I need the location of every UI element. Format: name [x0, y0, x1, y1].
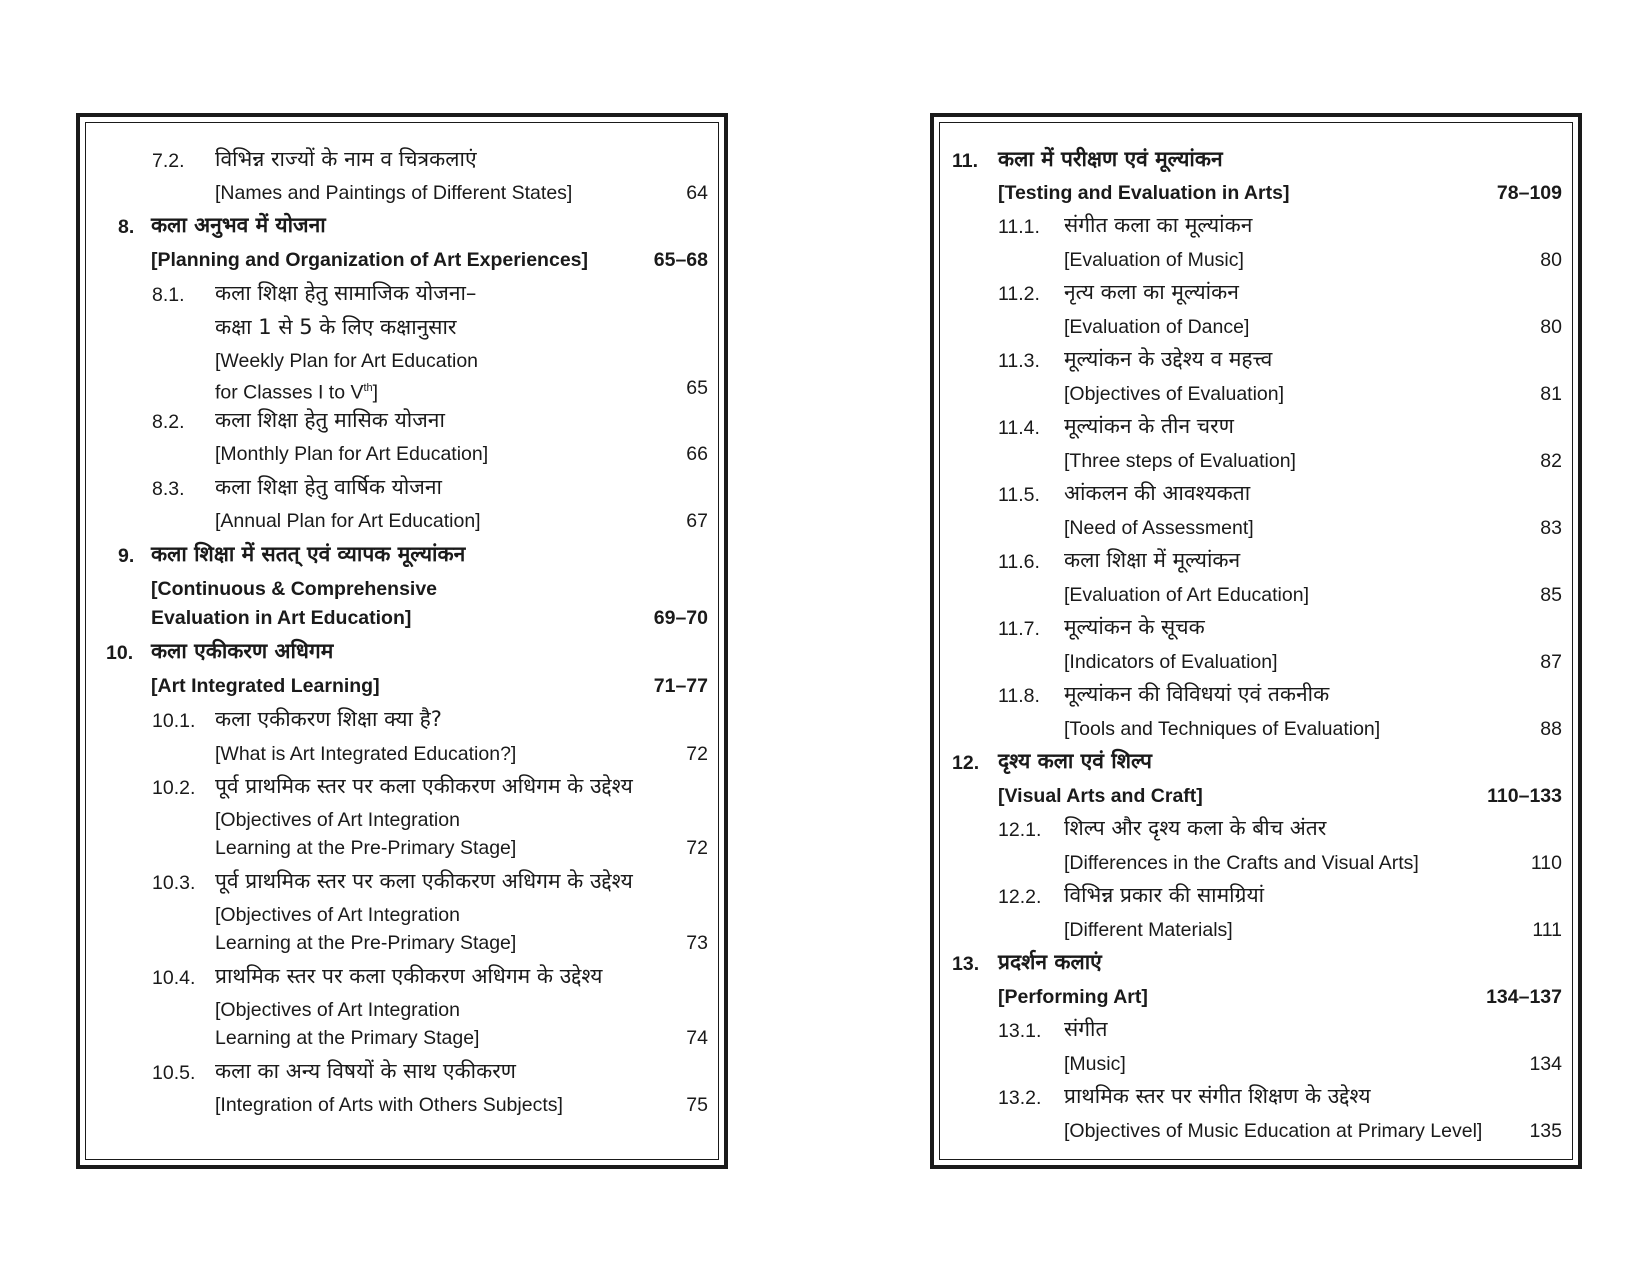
chapter-page-range: 134–137: [1486, 986, 1562, 1008]
entry-page: 74: [686, 1027, 708, 1049]
entry-page: 111: [1532, 919, 1562, 941]
entry-title-hindi: पूर्व प्राथमिक स्तर पर कला एकीकरण अधिगम के उद्देश्य: [215, 774, 633, 798]
chapter-number: 10.: [106, 642, 134, 664]
entry-page: 134: [1529, 1053, 1562, 1075]
entry-title-hindi: विभिन्न प्रकार की सामग्रियां: [1064, 883, 1265, 907]
entry-title-hindi: मूल्यांकन के तीन चरण: [1064, 414, 1234, 438]
entry-page: 64: [686, 182, 708, 204]
entry-title-hindi: संगीत: [1064, 1017, 1108, 1041]
entry-title-hindi: कला शिक्षा हेतु सामाजिक योजना–: [215, 281, 477, 305]
chapter-number: 12.: [952, 752, 980, 774]
entry-number: 12.2.: [998, 886, 1042, 908]
entry-number: 10.3.: [152, 872, 196, 894]
entry-title-hindi: शिल्प और दृश्य कला के बीच अंतर: [1064, 816, 1327, 840]
entry-title-english: [Need of Assessment]: [1064, 517, 1254, 539]
chapter-title-english: [Continuous & Comprehensive: [151, 578, 438, 600]
entry-title-english: [Evaluation of Dance]: [1064, 316, 1250, 338]
entry-title-english-line2: Learning at the Primary Stage]: [215, 1027, 480, 1049]
chapter-title-english: [Art Integrated Learning]: [151, 675, 380, 697]
entry-page: 135: [1529, 1120, 1562, 1142]
entry-title-hindi: कला शिक्षा हेतु मासिक योजना: [215, 408, 445, 432]
entry-number: 11.5.: [998, 484, 1040, 506]
entry-title-english: [Three steps of Evaluation]: [1064, 450, 1296, 472]
entry-title-english: [Objectives of Art Integration: [215, 904, 460, 926]
chapter-page-range: 71–77: [653, 675, 708, 697]
entry-title-english: [Weekly Plan for Art Education: [215, 350, 479, 372]
entry-title-english: [Indicators of Evaluation]: [1064, 651, 1278, 673]
entry-title-english: [Objectives of Evaluation]: [1064, 383, 1285, 405]
entry-page: 65: [686, 377, 708, 399]
entry-page: 87: [1540, 651, 1562, 673]
chapter-number: 13.: [952, 953, 980, 975]
entry-number: 8.1.: [152, 284, 185, 306]
entry-title-english: [Music]: [1064, 1053, 1126, 1075]
entry-title-english: [Evaluation of Art Education]: [1064, 584, 1309, 606]
entry-title-english-line2: Learning at the Pre-Primary Stage]: [215, 932, 517, 954]
entry-page: 72: [686, 837, 708, 859]
entry-number: 10.1.: [152, 710, 196, 732]
entry-title-hindi: मूल्यांकन के उद्देश्य व महत्त्व: [1064, 347, 1273, 371]
entry-title-english: [Integration of Arts with Others Subjects]: [215, 1094, 563, 1116]
chapter-title-hindi: कला एकीकरण अधिगम: [151, 639, 334, 663]
entry-number: 8.3.: [152, 478, 185, 500]
chapter-title-hindi: कला अनुभव में योजना: [151, 213, 326, 237]
chapter-number: 8.: [118, 216, 135, 238]
entry-title-hindi: कला एकीकरण शिक्षा क्या है?: [215, 707, 442, 731]
entry-title-hindi-line2: कक्षा 1 से 5 के लिए कक्षानुसार: [215, 315, 457, 339]
entry-title-english: [Objectives of Art Integration: [215, 999, 460, 1021]
entry-title-english-line2: for Classes I to Vth]: [215, 381, 379, 404]
entry-page: 72: [686, 743, 708, 765]
entry-title-english: [Tools and Techniques of Evaluation]: [1064, 718, 1381, 740]
entry-number: 11.1.: [998, 216, 1040, 238]
entry-page: 83: [1540, 517, 1562, 539]
toc-panel-right: [930, 113, 1582, 1169]
entry-title-english: [What is Art Integrated Education?]: [215, 743, 517, 765]
chapter-number: 11.: [952, 150, 979, 172]
entry-number: 11.3.: [998, 350, 1040, 372]
entry-title-hindi: पूर्व प्राथमिक स्तर पर कला एकीकरण अधिगम के उद्देश्य: [215, 869, 633, 893]
entry-title-english: [Objectives of Art Integration: [215, 809, 460, 831]
chapter-title-english: [Performing Art]: [998, 986, 1148, 1008]
entry-number: 10.5.: [152, 1062, 196, 1084]
entry-title-english: [Annual Plan for Art Education]: [215, 510, 481, 532]
entry-page: 75: [686, 1094, 708, 1116]
entry-title-english-line2: Learning at the Pre-Primary Stage]: [215, 837, 517, 859]
entry-number: 12.1.: [998, 819, 1042, 841]
chapter-page-range: 69–70: [653, 607, 708, 629]
chapter-title-english-line2: Evaluation in Art Education]: [151, 607, 412, 629]
chapter-title-hindi: कला में परीक्षण एवं मूल्यांकन: [998, 147, 1223, 171]
entry-title-english: [Names and Paintings of Different States]: [215, 182, 573, 204]
entry-title-english: [Objectives of Music Education at Primary Level]: [1064, 1120, 1483, 1142]
entry-title-english: [Different Materials]: [1064, 919, 1233, 941]
chapter-title-english: [Visual Arts and Craft]: [998, 785, 1203, 807]
chapter-title-hindi: दृश्य कला एवं शिल्प: [998, 749, 1152, 773]
entry-page: 80: [1540, 316, 1562, 338]
entry-title-hindi: संगीत कला का मूल्यांकन: [1064, 213, 1253, 237]
entry-page: 85: [1540, 584, 1562, 606]
entry-number: 7.2.: [152, 150, 185, 172]
toc-panel-right-inner: [939, 122, 1573, 1160]
entry-number: 13.1.: [998, 1020, 1042, 1042]
entry-number: 11.4.: [998, 417, 1040, 439]
entry-number: 11.6.: [998, 551, 1040, 573]
toc-panel-left: [76, 113, 728, 1169]
entry-title-hindi: मूल्यांकन की विविधयां एवं तकनीक: [1064, 682, 1330, 706]
entry-title-hindi: कला शिक्षा हेतु वार्षिक योजना: [215, 475, 442, 499]
entry-number: 10.2.: [152, 777, 196, 799]
entry-number: 11.8.: [998, 685, 1040, 707]
chapter-title-english: [Planning and Organization of Art Experiences]: [151, 249, 588, 271]
entry-title-hindi: कला का अन्य विषयों के साथ एकीकरण: [215, 1059, 516, 1083]
entry-number: 11.2.: [998, 283, 1040, 305]
entry-title-hindi: प्राथमिक स्तर पर संगीत शिक्षण के उद्देश्य: [1064, 1084, 1371, 1108]
entry-title-hindi: आंकलन की आवश्यकता: [1064, 481, 1251, 505]
entry-page: 81: [1540, 383, 1562, 405]
entry-page: 88: [1540, 718, 1562, 740]
entry-title-hindi: कला शिक्षा में मूल्यांकन: [1064, 548, 1241, 572]
entry-title-hindi: विभिन्न राज्यों के नाम व चित्रकलाएं: [215, 147, 477, 171]
chapter-page-range: 78–109: [1496, 182, 1562, 204]
entry-title-english: [Monthly Plan for Art Education]: [215, 443, 489, 465]
entry-page: 82: [1540, 450, 1562, 472]
chapter-title-hindi: कला शिक्षा में सतत् एवं व्यापक मूल्यांकन: [151, 542, 466, 566]
chapter-title-hindi: प्रदर्शन कलाएं: [998, 950, 1102, 974]
entry-title-hindi: प्राथमिक स्तर पर कला एकीकरण अधिगम के उद्देश्य: [215, 964, 603, 988]
entry-page: 66: [686, 443, 708, 465]
entry-title-hindi: मूल्यांकन के सूचक: [1064, 615, 1205, 639]
entry-number: 10.4.: [152, 967, 196, 989]
entry-page: 73: [686, 932, 708, 954]
entry-number: 13.2.: [998, 1087, 1042, 1109]
entry-page: 110: [1530, 852, 1562, 874]
chapter-page-range: 65–68: [653, 249, 708, 271]
chapter-title-english: [Testing and Evaluation in Arts]: [998, 182, 1290, 204]
entry-number: 11.7.: [998, 618, 1040, 640]
chapter-number: 9.: [118, 545, 135, 567]
entry-title-english: [Evaluation of Music]: [1064, 249, 1244, 271]
entry-number: 8.2.: [152, 411, 185, 433]
entry-page: 67: [686, 510, 708, 532]
toc-panel-left-inner: [85, 122, 719, 1160]
entry-page: 80: [1540, 249, 1562, 271]
entry-title-hindi: नृत्य कला का मूल्यांकन: [1064, 280, 1239, 304]
chapter-page-range: 110–133: [1487, 785, 1562, 807]
entry-title-english: [Differences in the Crafts and Visual Arts]: [1064, 852, 1419, 874]
